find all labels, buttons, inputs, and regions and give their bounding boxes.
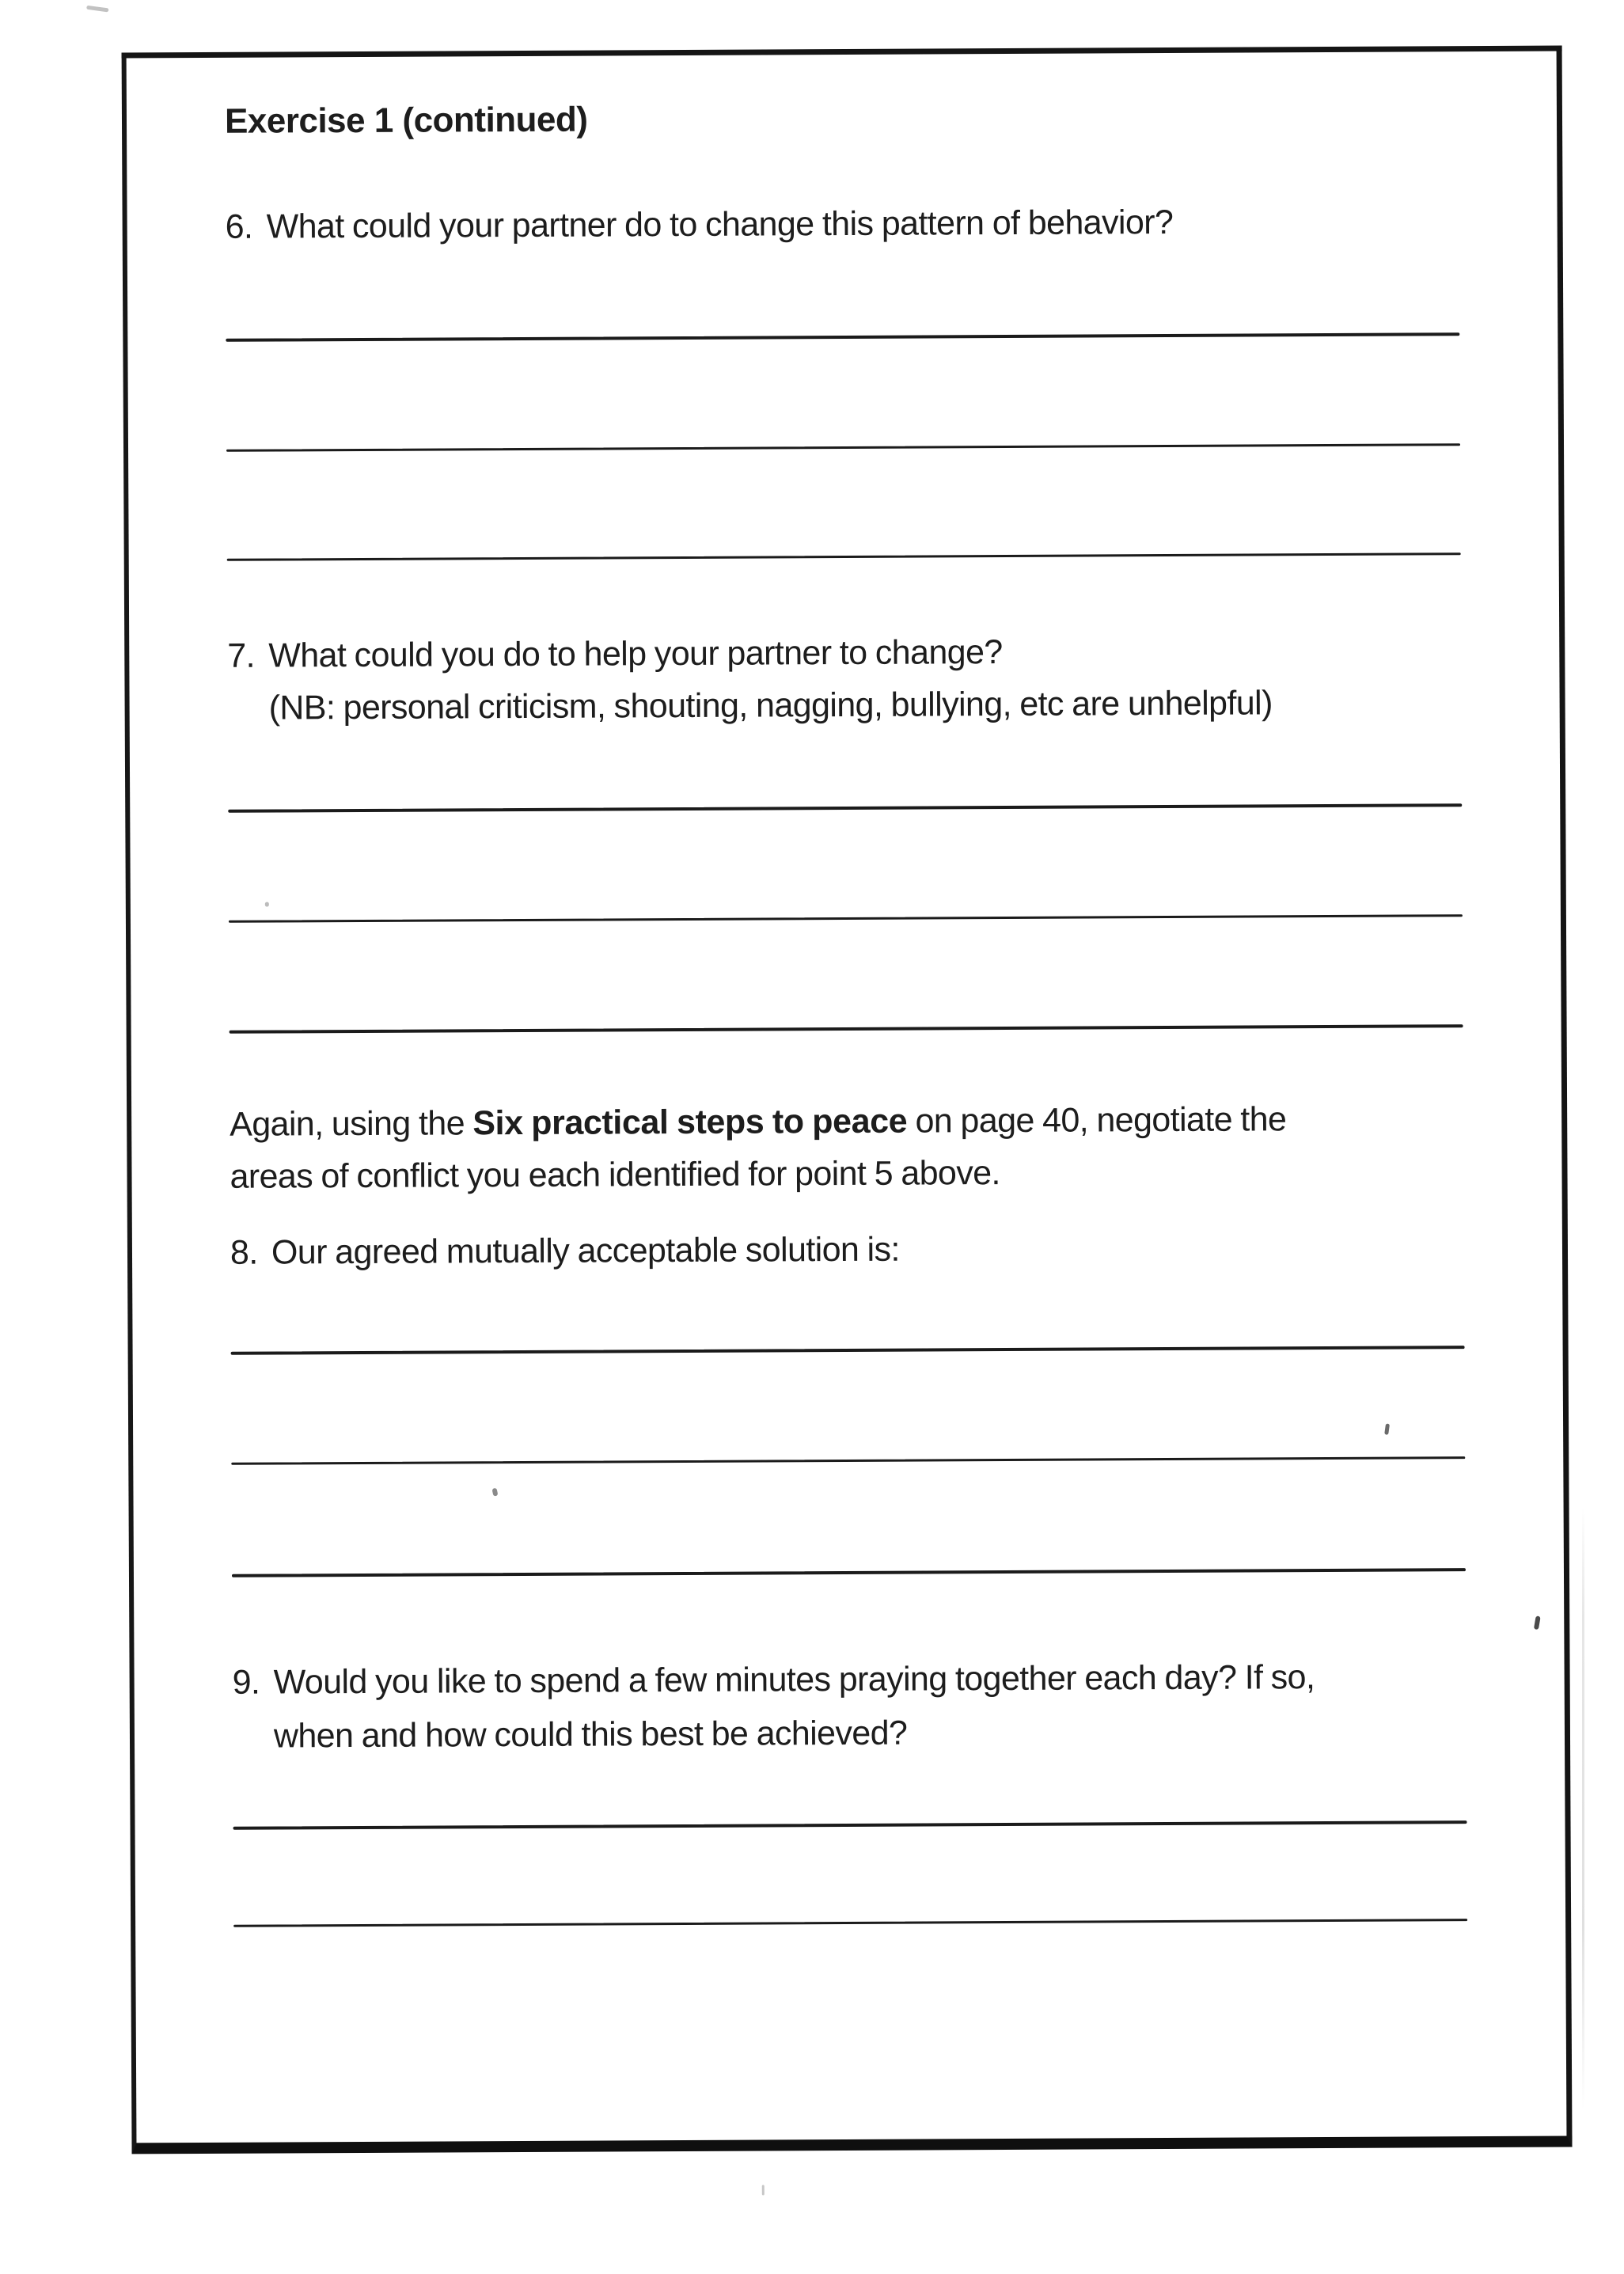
question-6 xyxy=(225,196,1173,253)
instruction-line2: areas of conflict you each identified for point 5 above. xyxy=(230,1154,1000,1196)
question-6-text: What could your partner do to change this pattern of behavior? xyxy=(266,203,1174,246)
scan-speck xyxy=(86,6,108,13)
instruction-paragraph xyxy=(230,1093,1287,1203)
question-8-number: 8. xyxy=(230,1233,258,1272)
question-6-number: 6. xyxy=(225,207,253,246)
question-9-number: 9. xyxy=(232,1663,260,1702)
question-7-number: 7. xyxy=(227,636,256,675)
question-8-text: Our agreed mutually acceptable solution is: xyxy=(271,1230,900,1272)
question-8 xyxy=(230,1224,900,1279)
exercise-heading: Exercise 1 (continued) xyxy=(224,100,588,141)
scan-speck xyxy=(762,2185,765,2196)
question-7-text: What could you do to help your partner to change? xyxy=(268,633,1003,675)
bold-phrase: Six practical steps to peace xyxy=(472,1102,908,1143)
page-edge-shadow xyxy=(1582,1508,1584,2109)
question-7-note: (NB: personal criticism, shouting, nagging, bullying, etc are unhelpful) xyxy=(268,684,1273,727)
scan-speck xyxy=(265,902,269,907)
question-9-text-line2: when and how could this best be achieved? xyxy=(273,1714,908,1756)
instruction-prefix: Again, using the xyxy=(230,1104,473,1144)
instruction-suffix: on page 40, negotiate the xyxy=(907,1100,1287,1141)
question-7 xyxy=(227,624,1273,734)
question-9 xyxy=(232,1650,1315,1763)
question-9-text: Would you like to spend a few minutes praying together each day? If so, xyxy=(273,1658,1315,1702)
